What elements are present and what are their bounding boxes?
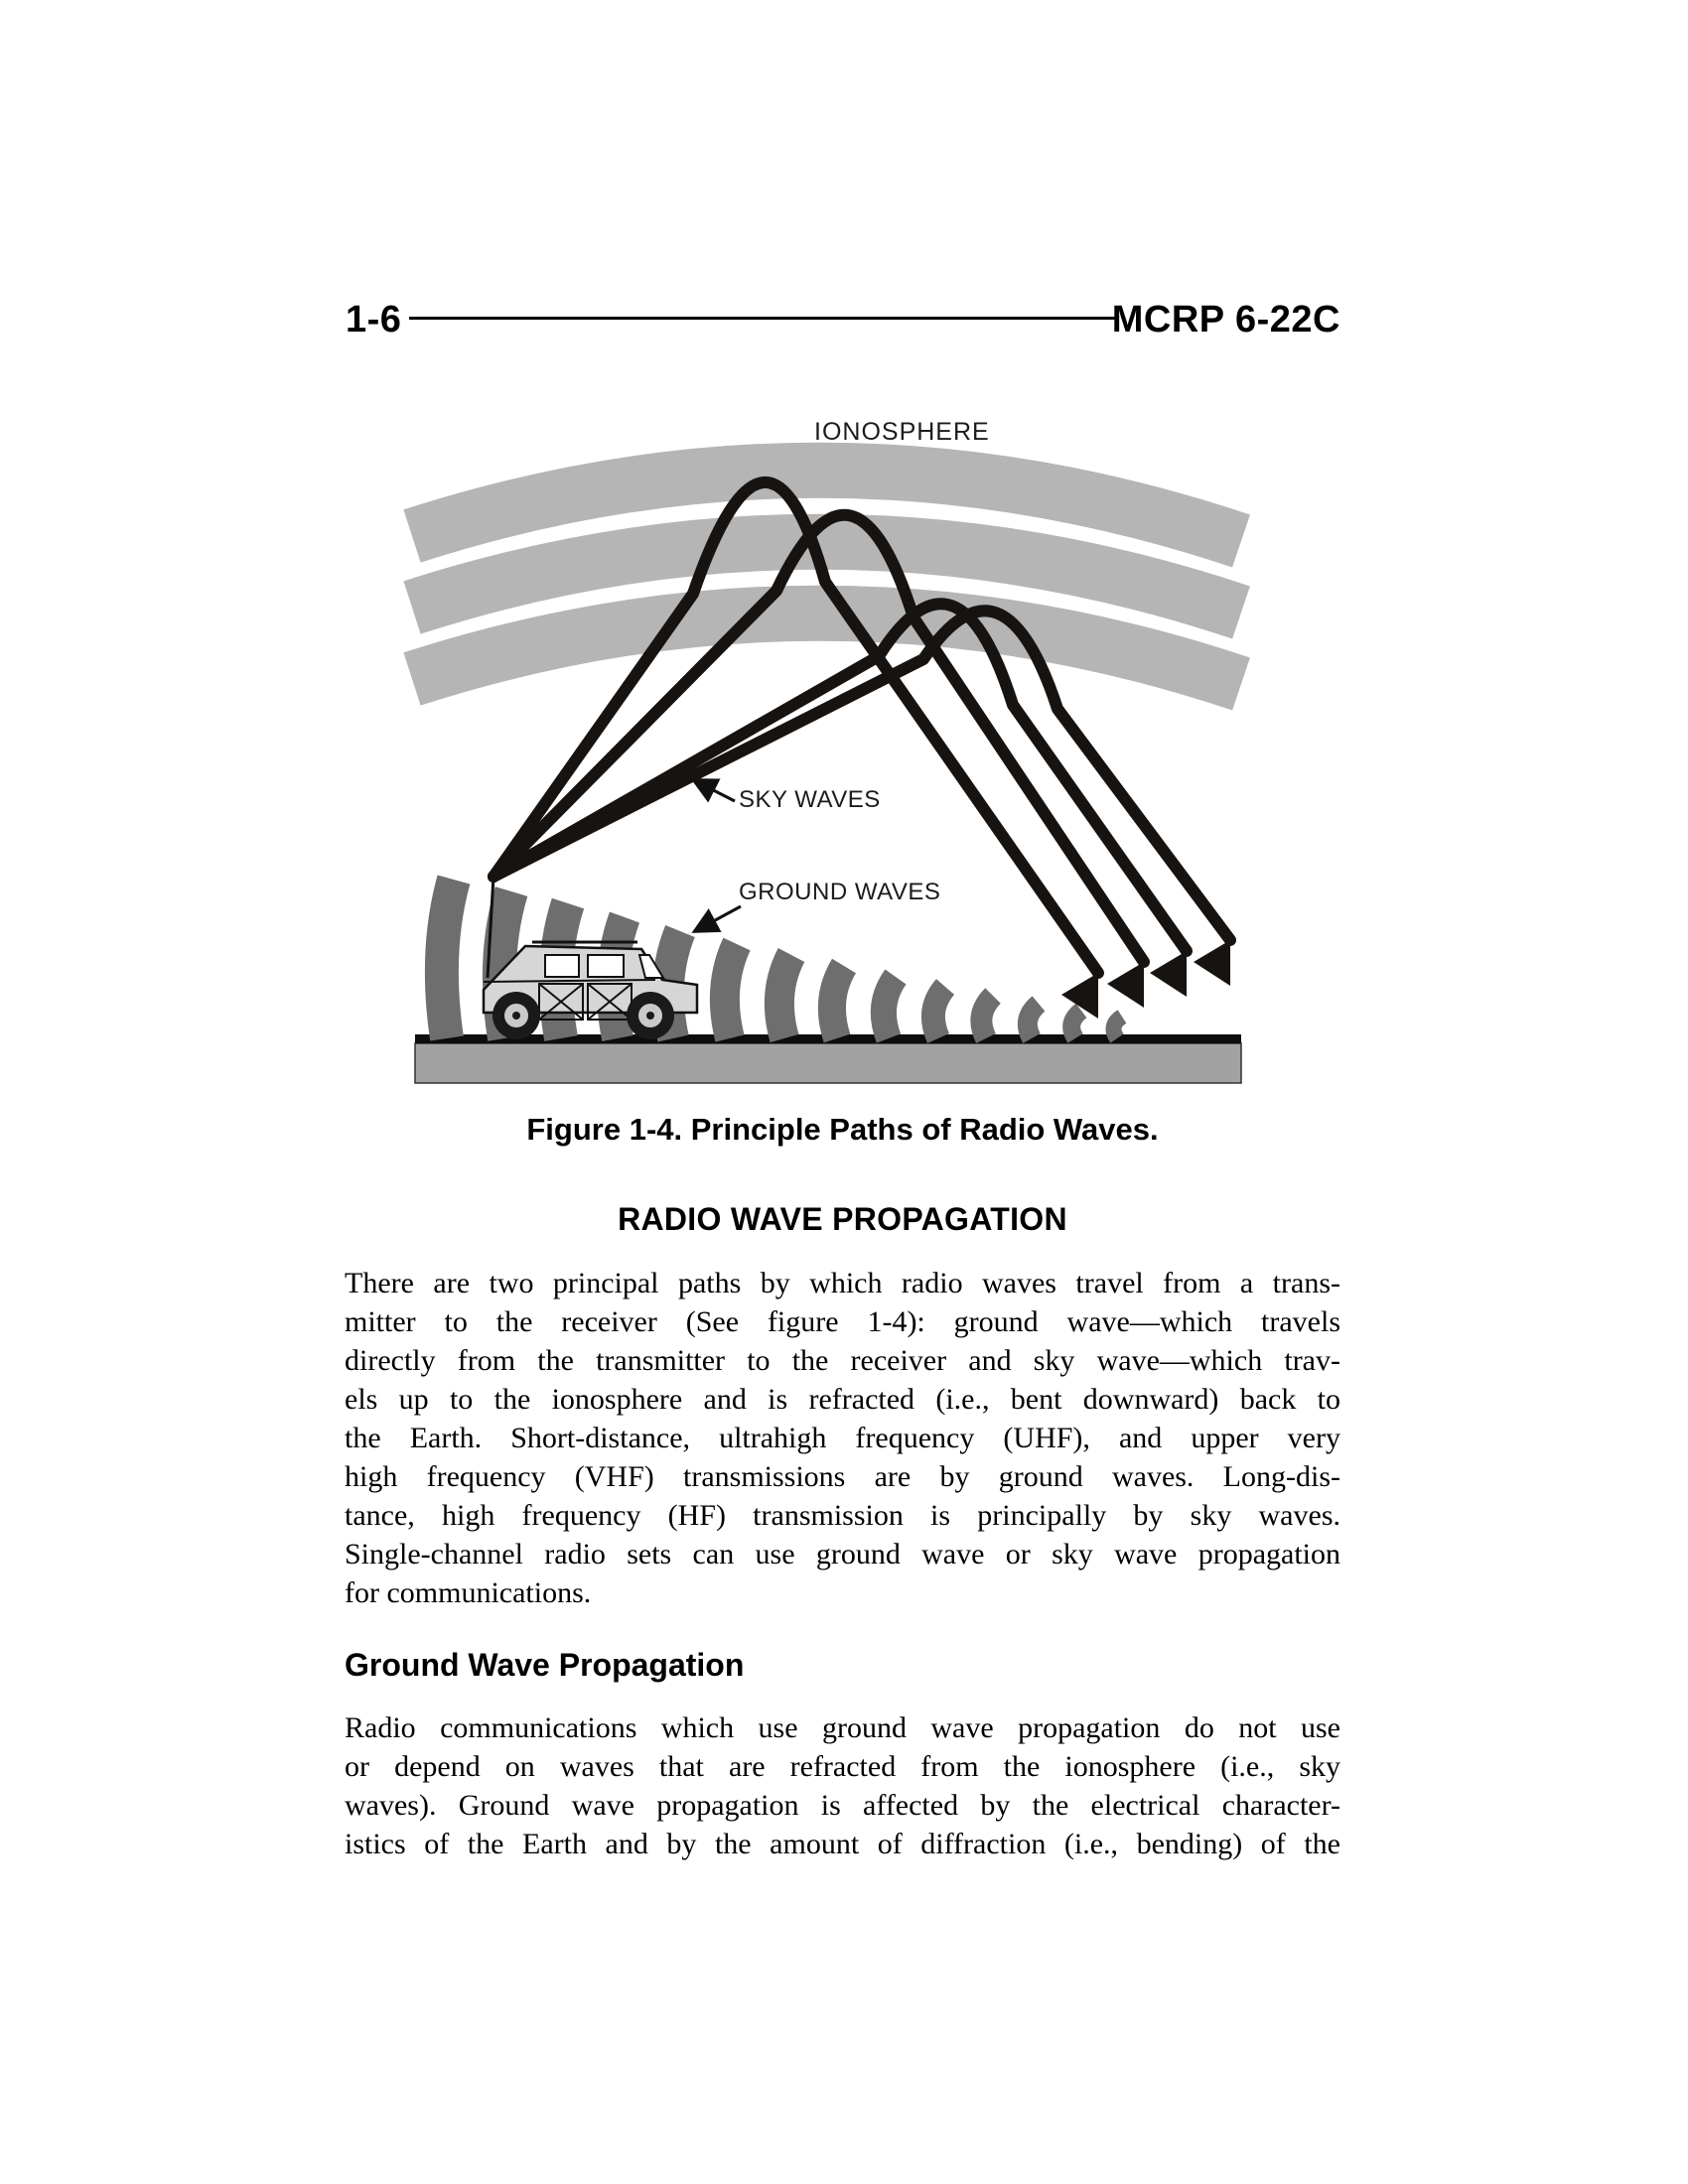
ground-wave-blade — [1071, 1011, 1081, 1038]
paragraph-line: Single-channel radio sets can use ground wave or sky wave propagation — [345, 1538, 1340, 1570]
arrowhead-icon — [1150, 951, 1187, 997]
paragraph-line: istics of the Earth and by the amount of diffraction (i.e., bending) of the — [345, 1828, 1340, 1860]
sky-waves-label: SKY WAVES — [739, 786, 881, 813]
paragraph-line: Radio communications which use ground wave propagation do not use — [345, 1711, 1340, 1744]
arrowhead-icon — [1194, 940, 1230, 986]
ground-waves-pointer-arrow — [695, 906, 741, 931]
wheel-center — [512, 1012, 520, 1020]
ground-wave-blade — [1028, 1004, 1039, 1038]
paragraph-line: There are two principal paths by which radio waves travel from a trans- — [345, 1267, 1340, 1299]
vehicle-window — [588, 955, 624, 977]
ground-wave-blade — [981, 996, 993, 1038]
ground-wave-blade — [442, 880, 454, 1038]
paragraph-line: for communications. — [345, 1576, 592, 1609]
paragraph-line: high frequency (VHF) transmissions are by ground waves. Long-dis- — [345, 1460, 1340, 1493]
doc-code: MCRP 6-22C — [1111, 299, 1340, 341]
vehicle-window — [545, 955, 579, 977]
ground-wave-blade — [725, 944, 737, 1038]
arrowhead-icon — [1107, 962, 1144, 1008]
figure-caption: Figure 1-4. Principle Paths of Radio Waves. — [526, 1112, 1159, 1147]
ground-wave-blade — [779, 955, 791, 1038]
paragraph-line: els up to the ionosphere and is refracted (i.e., bent downward) back to — [345, 1383, 1340, 1416]
paragraph-line: or depend on waves that are refracted from the ionosphere (i.e., sky — [345, 1750, 1340, 1783]
section-title: RADIO WAVE PROPAGATION — [618, 1201, 1067, 1237]
earth-strip — [415, 1043, 1241, 1083]
ionosphere-label: IONOSPHERE — [814, 418, 990, 446]
paragraph-line: the Earth. Short-distance, ultrahigh frequency (UHF), and upper very — [345, 1422, 1340, 1454]
ground-wave-blade — [832, 966, 844, 1038]
ground-wave-blade — [1113, 1017, 1122, 1038]
header-rule — [409, 317, 1119, 320]
subsection-title: Ground Wave Propagation — [345, 1647, 745, 1683]
ground-wave-blade — [884, 977, 896, 1038]
paragraph-line: directly from the transmitter to the receiver and sky wave—which trav- — [345, 1344, 1340, 1377]
ionosphere-band — [412, 614, 1241, 684]
paragraph-ground-wave-propagation — [345, 1708, 1340, 1863]
wheel-center — [646, 1012, 654, 1020]
paragraph-line: tance, high frequency (HF) transmission is principally by sky waves. — [345, 1499, 1340, 1532]
ground-wave-blade — [933, 987, 945, 1038]
paragraph-radio-wave-propagation — [345, 1264, 1340, 1612]
sky-waves-pointer-arrow — [694, 780, 735, 801]
page-number: 1-6 — [346, 299, 402, 341]
paragraph-line: mitter to the receiver (See figure 1-4): ground wave—which travels — [345, 1305, 1340, 1338]
radio-wave-figure — [387, 397, 1291, 1092]
paragraph-line: waves). Ground wave propagation is affected by the electrical character- — [345, 1789, 1340, 1822]
ground-waves-label: GROUND WAVES — [739, 879, 941, 905]
